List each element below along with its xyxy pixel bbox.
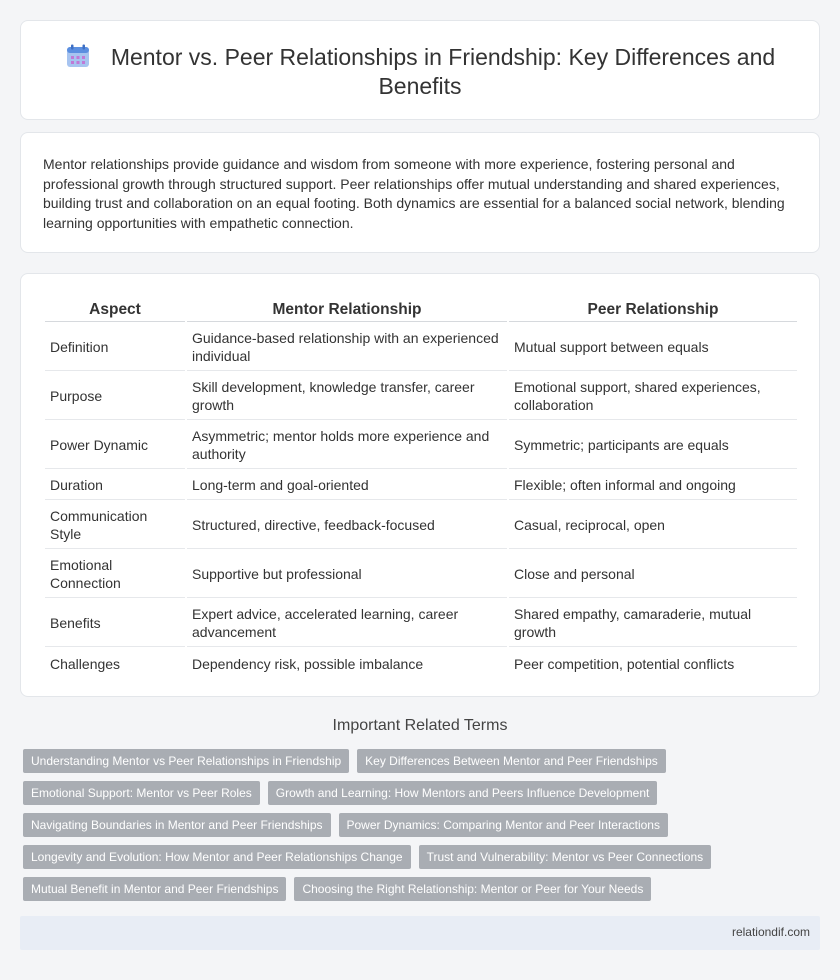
cell-aspect: Challenges bbox=[50, 655, 121, 672]
cell-mentor: Dependency risk, possible imbalance bbox=[192, 655, 424, 672]
page-title bbox=[51, 43, 789, 101]
cell-mentor: Skill development, knowledge transfer, career growth bbox=[187, 373, 507, 420]
related-term-tag[interactable]: Emotional Support: Mentor vs Peer Roles bbox=[23, 781, 260, 805]
cell-mentor: Long-term and goal-oriented bbox=[187, 471, 507, 500]
table-row bbox=[45, 600, 797, 647]
table-row bbox=[45, 551, 797, 598]
cell-aspect: Power Dynamic bbox=[45, 422, 185, 469]
table-row bbox=[45, 649, 797, 678]
cell-aspect: Benefits bbox=[45, 600, 185, 647]
cell-mentor: Guidance-based relationship with an experienced individual bbox=[187, 324, 507, 371]
related-term-tag[interactable]: Navigating Boundaries in Mentor and Peer Friendships bbox=[23, 813, 331, 837]
footer bbox=[20, 916, 820, 950]
related-term-tag[interactable]: Mutual Benefit in Mentor and Peer Friendships bbox=[23, 877, 286, 901]
comparison-card bbox=[20, 273, 820, 697]
cell-aspect: Emotional Connection bbox=[45, 551, 185, 598]
cell-peer: Symmetric; participants are equals bbox=[509, 422, 797, 469]
comparison-table bbox=[43, 296, 799, 680]
table-row bbox=[45, 324, 797, 371]
cell-aspect: Duration bbox=[45, 471, 185, 500]
cell-peer: Peer competition, potential conflicts bbox=[514, 655, 735, 672]
header-card bbox=[20, 20, 820, 120]
footer-site-link[interactable]: relationdif.com bbox=[731, 925, 810, 939]
cell-mentor: Expert advice, accelerated learning, career advancement bbox=[187, 600, 507, 647]
cell-peer: Shared empathy, camaraderie, mutual growth bbox=[509, 600, 797, 647]
header-mentor: Mentor Relationship bbox=[187, 298, 507, 322]
table-row bbox=[45, 373, 797, 420]
cell-peer: Casual, reciprocal, open bbox=[509, 502, 797, 549]
cell-peer: Close and personal bbox=[509, 551, 797, 598]
table-row bbox=[45, 502, 797, 549]
related-term-tag[interactable]: Longevity and Evolution: How Mentor and Peer Relationships Change bbox=[23, 845, 411, 869]
table-row bbox=[45, 422, 797, 469]
cell-peer: Flexible; often informal and ongoing bbox=[509, 471, 797, 500]
cell-aspect: Purpose bbox=[45, 373, 185, 420]
cell-peer: Mutual support between equals bbox=[509, 324, 797, 371]
cell-aspect: Definition bbox=[45, 324, 185, 371]
related-terms-list bbox=[23, 749, 823, 909]
related-term-tag[interactable]: Understanding Mentor vs Peer Relationships in Friendship bbox=[23, 749, 349, 773]
cell-aspect: Communication Style bbox=[45, 502, 185, 549]
table-row bbox=[45, 471, 797, 500]
cell-mentor: Asymmetric; mentor holds more experience and authority bbox=[187, 422, 507, 469]
cell-mentor: Structured, directive, feedback-focused bbox=[187, 502, 507, 549]
related-term-tag[interactable]: Power Dynamics: Comparing Mentor and Peer Interactions bbox=[339, 813, 668, 837]
page-title-text: Mentor vs. Peer Relationships in Friendship: Key Differences and Benefits bbox=[110, 44, 776, 99]
cell-peer: Emotional support, shared experiences, collaboration bbox=[509, 373, 797, 420]
intro-paragraph: Mentor relationships provide guidance and wisdom from someone with more experience, fostering personal and professional growth through structured support. Peer relationships offer mutual understanding and shared experiences, building trust and collaboration on an equal footing. Both dynamics are essential for a balanced social network, blending learning opportunities with empathetic connection. bbox=[43, 156, 785, 231]
related-term-tag[interactable]: Growth and Learning: How Mentors and Peers Influence Development bbox=[268, 781, 658, 805]
table-header-row bbox=[45, 298, 797, 322]
cell-mentor: Supportive but professional bbox=[187, 551, 507, 598]
header-aspect: Aspect bbox=[45, 298, 185, 322]
header-peer: Peer Relationship bbox=[509, 298, 797, 322]
related-term-tag[interactable]: Key Differences Between Mentor and Peer Friendships bbox=[357, 749, 666, 773]
related-term-tag[interactable]: Choosing the Right Relationship: Mentor or Peer for Your Needs bbox=[294, 877, 651, 901]
calendar-icon bbox=[65, 43, 91, 69]
related-term-tag[interactable]: Trust and Vulnerability: Mentor vs Peer Connections bbox=[419, 845, 712, 869]
related-terms-heading: Important Related Terms bbox=[332, 717, 508, 734]
intro-card bbox=[20, 132, 820, 253]
